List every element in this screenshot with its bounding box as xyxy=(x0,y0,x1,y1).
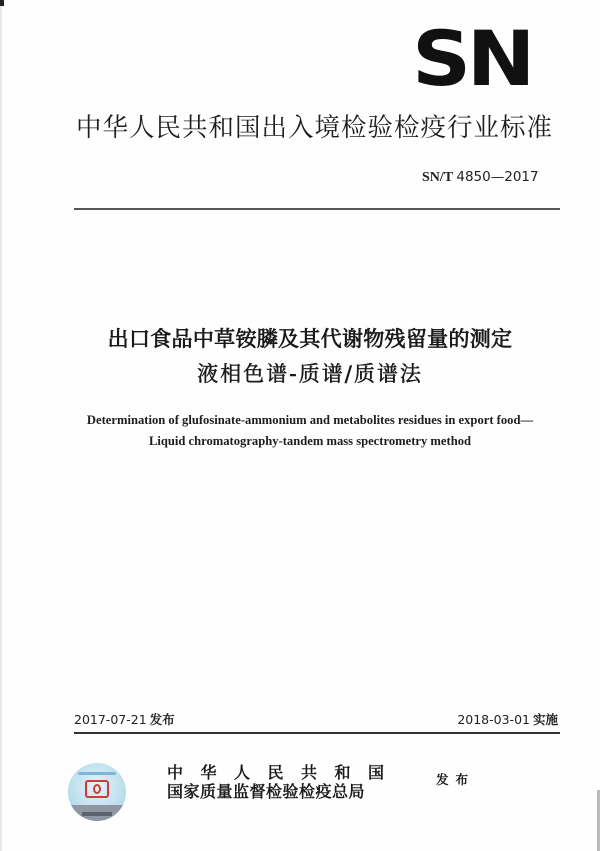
bottom-divider xyxy=(74,732,560,734)
en-title-line2: Liquid chromatography-tandem mass spectrometry method xyxy=(148,434,472,448)
issue-date-label: 发布 xyxy=(149,712,175,727)
seal-emblem-icon xyxy=(85,780,109,798)
sn-logo: SN xyxy=(412,14,532,103)
publish-label: 发布 xyxy=(436,772,476,787)
issue-date-value: 2017-07-21 xyxy=(74,712,147,727)
impl-date-label: 实施 xyxy=(532,712,558,727)
publisher-line1: 中华人民共和国 xyxy=(167,763,402,782)
impl-date-value: 2018-03-01 xyxy=(457,712,530,727)
publisher-line2: 国家质量监督检验检疫总局 xyxy=(167,782,366,801)
cn-title-line1: 出口食品中草铵膦及其代谢物残留量的测定 xyxy=(107,327,513,351)
standard-prefix: SN/T xyxy=(422,170,453,185)
implementation-date xyxy=(457,712,558,728)
page-left-edge xyxy=(0,0,2,851)
seal-ring-text xyxy=(78,772,116,775)
standard-code: 4850—2017 xyxy=(456,169,539,185)
en-title-line1: Determination of glufosinate-ammonium and metabolites residues in export food— xyxy=(86,413,534,427)
scan-corner-mark xyxy=(0,0,4,6)
standard-number xyxy=(422,168,562,187)
issue-date xyxy=(74,712,175,728)
cn-title-line2: 液相色谱-质谱/质谱法 xyxy=(197,362,423,386)
industry-standard-title: 中华人民共和国出入境检验检疫行业标准 xyxy=(76,113,554,143)
anti-counterfeit-seal-icon xyxy=(68,763,126,821)
seal-band-text xyxy=(82,812,112,816)
top-divider xyxy=(74,208,560,210)
